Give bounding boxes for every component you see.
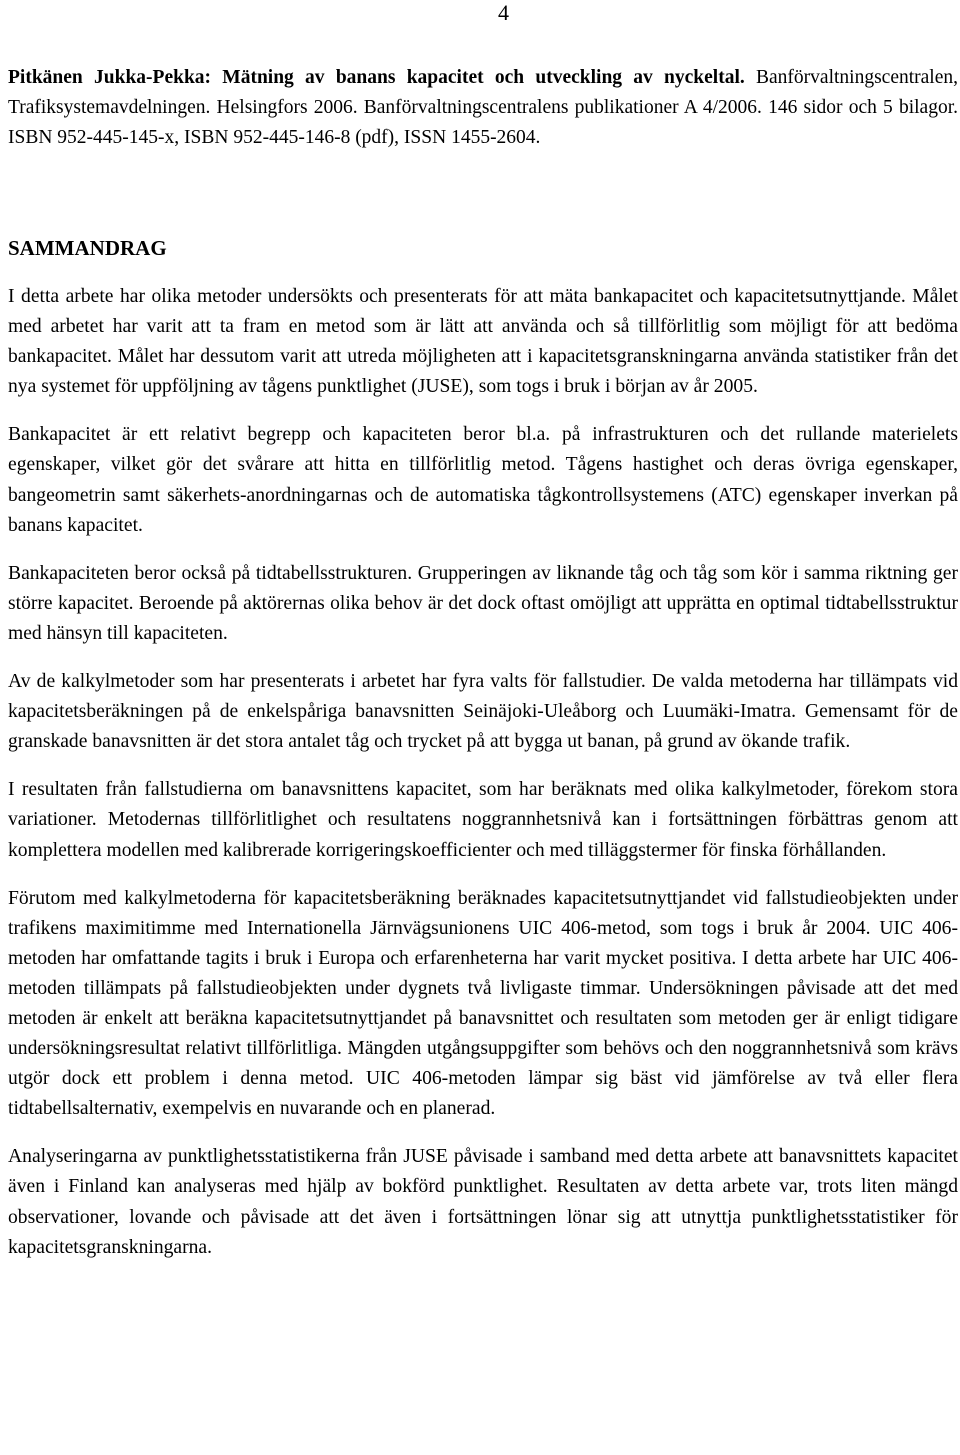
abstract-paragraph: Av de kalkylmetoder som har presenterats i arbetet har fyra valts för fallstudier. De valda metoderna har tillämpats vid kapacitetsberäkningen på de enkelspåriga banavsnitten Seinäjoki-Uleåborg och Luumäki-Imatra. Gemensamt för de granskade banavsnitten är det stora antalet tåg och trycket på att bygga ut banan, på grund av ökande trafik. <box>8 671 958 753</box>
citation-details: Banförvaltningscentralen, Trafiksystemavdelningen. Helsingfors 2006. Banförvaltningscentralens publikationer A 4/2006. 146 sidor och 5 bilagor. ISBN 952-445-145-x, ISBN 952-445-146-8 (pdf), ISSN 1455-2604. <box>8 67 958 148</box>
abstract-paragraph: I resultaten från fallstudierna om banavsnittens kapacitet, som har beräknats med olika kalkylmetoder, förekom stora variationer. Metodernas tillförlitlighet och resultatens noggrannhetsnivå kan i fortsättningen förbättras genom att komplettera modellen med kalibrerade korrigeringskoefficienter och med tilläggstermer för finska förhållanden. <box>8 779 958 861</box>
abstract-paragraph: Bankapaciteten beror också på tidtabellsstrukturen. Grupperingen av liknande tåg och tåg som kör i samma riktning ger större kapacitet. Beroende på aktörernas olika behov är det dock oftast omöjligt att upprätta en optimal tidtabellsstruktur med hänsyn till kapaciteten. <box>8 562 958 644</box>
citation-author-title: Pitkänen Jukka-Pekka: Mätning av banans kapacitet och utveckling av nyckeltal. <box>8 67 745 88</box>
abstract-paragraph: Bankapacitet är ett relativt begrepp och kapaciteten beror bl.a. på infrastrukturen och det rullande materielets egenskaper, vilket gör det svårare att hitta en tillförlitlig metod. Tågens hastighet och deras övriga egenskaper, bangeometrin samt säkerhets-anordningarnas och de automatiska tågkontrollsystemens (ATC) egenskaper inverkan på banans kapacitet. <box>8 424 958 536</box>
bibliographic-citation <box>8 63 958 153</box>
abstract-paragraph: Analyseringarna av punktlighetsstatistikerna från JUSE påvisade i samband med detta arbete att banavsnittets kapacitet även i Finland kan analyseras med hjälp av bokförd punktlighet. Resultaten av detta arbete var, trots liten mängd observationer, lovande och påvisade att det även i fortsättningen lönar sig att utnyttja punktlighetsstatistiker för kapacitetsgranskningarna. <box>8 1146 958 1258</box>
abstract-paragraph: I detta arbete har olika metoder undersökts och presenterats för att mäta bankapacitet och kapacitetsutnyttjande. Målet med arbetet har varit att ta fram en metod som är lätt att använda och så tillförlitlig som möjligt för att bedöma bankapacitet. Målet har dessutom varit att utreda möjligheten att i kapacitetsgranskningarna använda statistiker från det nya systemet för uppföljning av tågens punktlighet (JUSE), som togs i bruk i början av år 2005. <box>8 286 958 398</box>
abstract-body <box>8 282 958 1281</box>
abstract-paragraph: Förutom med kalkylmetoderna för kapacitetsberäkning beräknades kapacitetsutnyttjandet vid fallstudieobjekten under trafikens maximitimme med Internationella Järnvägsunionens UIC 406-metod, som togs i bruk år 2004. UIC 406-metoden har omfattande tagits i bruk i Europa och erfarenheterna har varit mycket positiva. I detta arbete har UIC 406-metoden tillämpats på fallstudieobjekten under dygnets två livligaste timmar. Undersökningen påvisade att det med metoden är enkelt att beräkna kapacitetsutnyttjandet på banavsnittet och resultaten som metoden ger är enligt tidigare undersökningsresultat relativt tillförlitliga. Mängden utgångsuppgifter som behövs och den noggrannhetsnivå som krävs utgör dock ett problem i denna metod. UIC 406-metoden lämpar sig bäst vid jämförelse av två eller flera tidtabellsalternativ, exempelvis en nuvarande och en planerad. <box>8 887 958 1120</box>
abstract-heading: SAMMANDRAG <box>8 236 167 260</box>
page-number: 4 <box>498 0 509 25</box>
